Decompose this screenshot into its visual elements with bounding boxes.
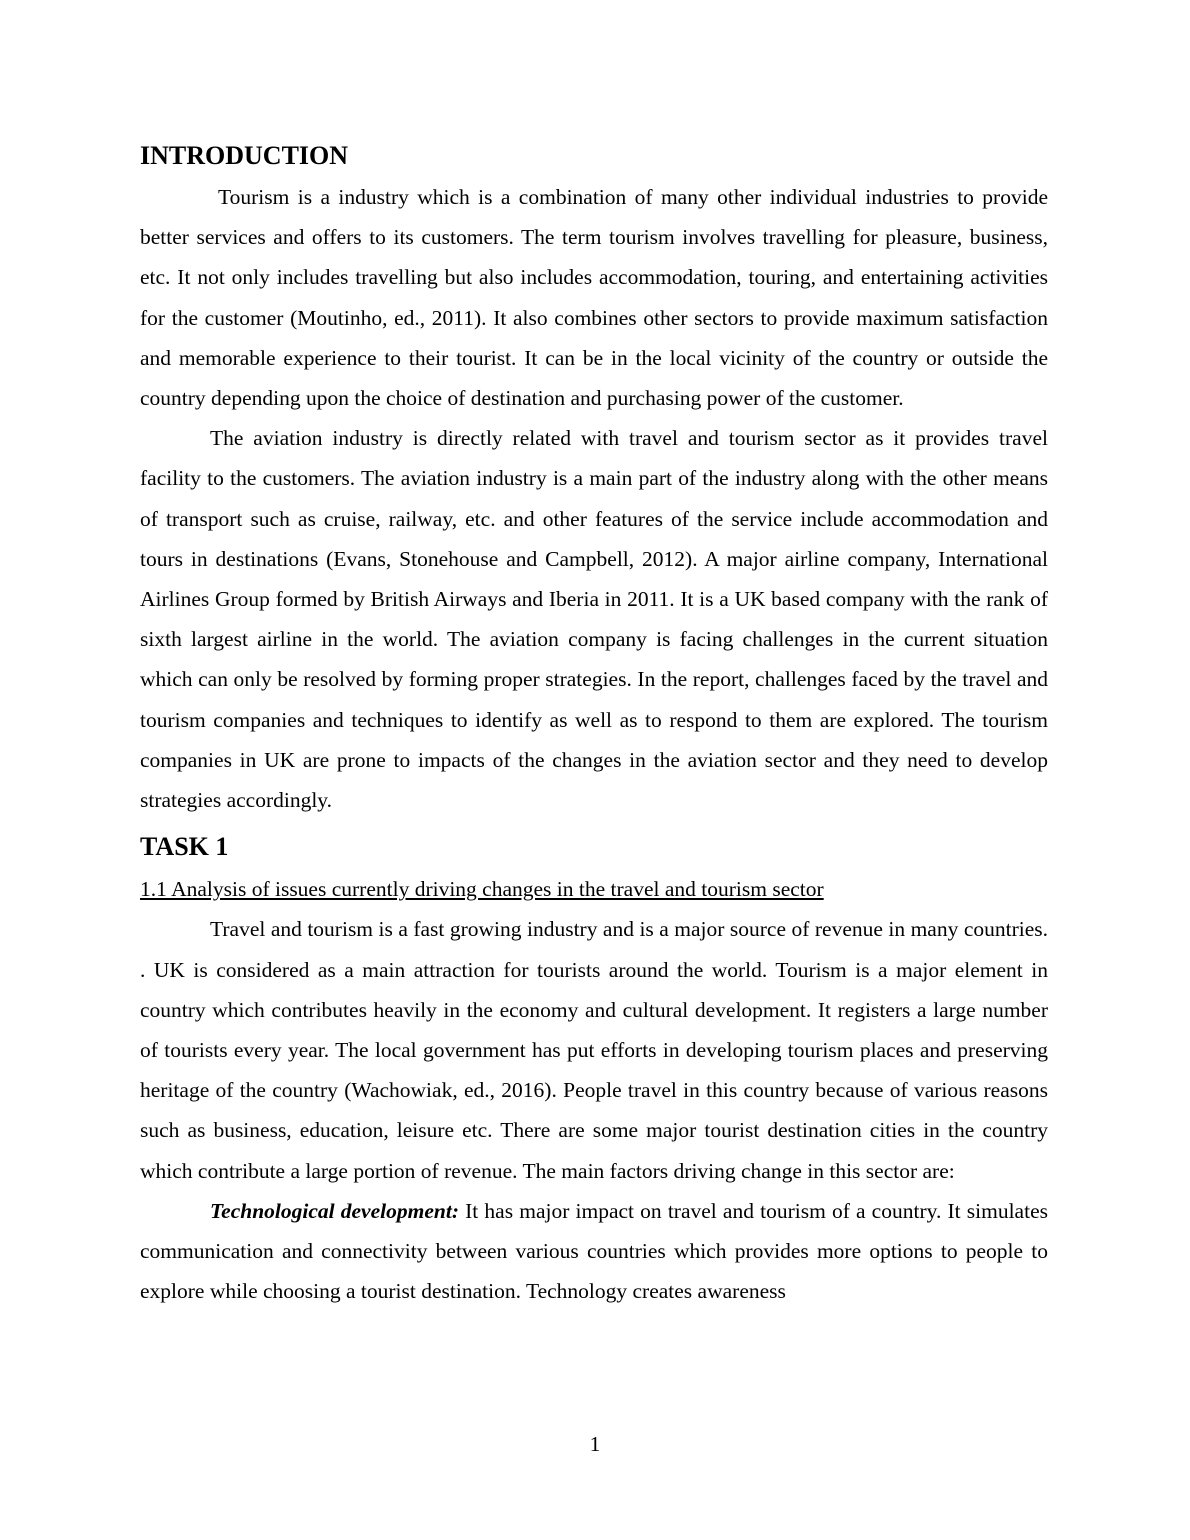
section-1-1-subheading: 1.1 Analysis of issues currently driving changes in the travel and tourism sector (140, 877, 824, 902)
page-content (140, 138, 1048, 1311)
technological-development-paragraph (140, 1191, 1048, 1312)
page-number: 1 (589, 1432, 601, 1456)
intro-paragraph-2: The aviation industry is directly related with travel and tourism sector as it provides travel facility to the customers. The aviation industry is a main part of the industry along with the other means of transport such as cruise, railway, etc. and other features of the service include accommodation and tours in destinations (Evans, Stonehouse and Campbell, 2012). A major airline company, International Airlines Group formed by British Airways and Iberia in 2011. It is a UK based company with the rank of sixth largest airline in the world. The aviation company is facing challenges in the current situation which can only be resolved by forming proper strategies. In the report, challenges faced by the travel and tourism companies and techniques to identify as well as to respond to them are explored. The tourism companies in UK are prone to impacts of the changes in the aviation sector and they need to develop strategies accordingly. (140, 426, 1048, 813)
technological-development-text: It has major impact on travel and tourism of a country. It simulates communication and connectivity between various countries which provides more options to people to explore while choosing a tourist destination. Technology creates awareness (140, 1198, 1048, 1304)
intro-paragraph-1: Tourism is a industry which is a combination of many other individual industries to provide better services and offers to its customers. The term tourism involves travelling for pleasure, business, etc. It not only includes travelling but also includes accommodation, touring, and entertaining activities for the customer (Moutinho, ed., 2011). It also combines other sectors to provide maximum satisfaction and memorable experience to their tourist. It can be in the local vicinity of the country or outside the country depending upon the choice of destination and purchasing power of the customer. (140, 185, 1048, 411)
introduction-heading: INTRODUCTION (140, 141, 349, 170)
task-paragraph-1: Travel and tourism is a fast growing industry and is a major source of revenue in many countries. . UK is considered as a main attraction for tourists around the world. Tourism is a major element in country which contributes heavily in the economy and cultural development. It registers a large number of tourists every year. The local government has put efforts in developing tourism places and preserving heritage of the country (Wachowiak, ed., 2016). People travel in this country because of various reasons such as business, education, leisure etc. There are some major tourist destination cities in the country which contribute a large portion of revenue. The main factors driving change in this sector are: (140, 917, 1048, 1183)
technological-development-term: Technological development: (210, 1198, 459, 1223)
task-1-heading: TASK 1 (140, 832, 229, 862)
